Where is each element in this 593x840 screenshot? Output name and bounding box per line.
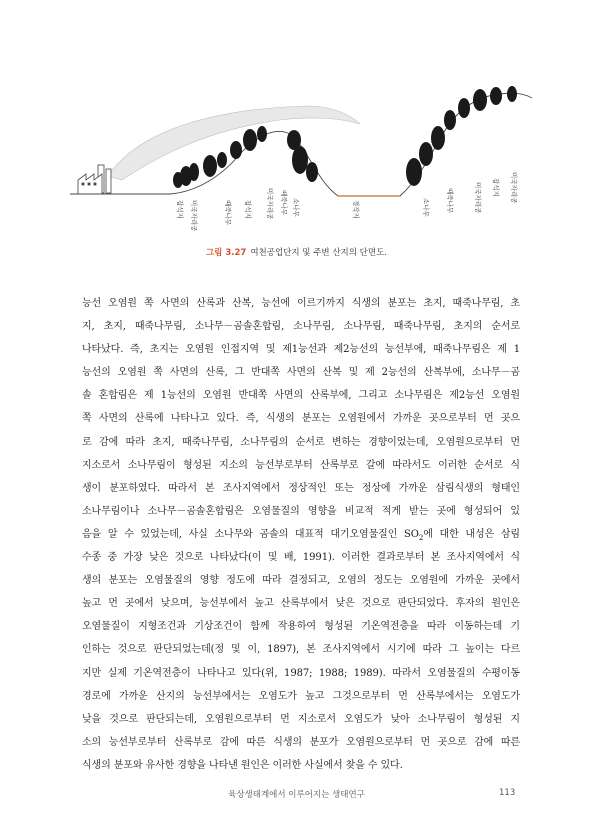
label-right-3: 미국자리공: [474, 182, 482, 214]
caption-text: 여천공업단지 및 주변 산지의 단면도.: [250, 248, 388, 258]
label-right-1: 소나무: [422, 198, 430, 217]
text-line: 높고 먼 곳에서 낮으며, 능선부에서 높고 산록부에서 낮은 것으로 판단되었다. 후자의 원인은: [82, 598, 520, 610]
text-segment: 에 대한 내성은 삼림: [423, 528, 520, 540]
label-left-5: 미국자리공: [266, 188, 274, 220]
text-line: 지만 실제 기온역전층이 나타나고 있다(위, 1987; 1988; 1989). 따라서 오염물질의 수평이동: [82, 667, 520, 679]
text-line: 인하는 것으로 판단되었는데(정 및 이, 1897), 본 조사지역에서 시기에 따라 그 높이는 다르: [82, 644, 520, 656]
page-number: 113: [499, 788, 516, 798]
label-right-4: 잡석지: [492, 178, 500, 197]
text-line: 낮을 것으로 판단되는데, 오염원으로부터 먼 지소로서 오염도가 낮아 소나무림이 형성된 지: [82, 713, 520, 725]
text-line: 식생의 분포와 유사한 경향을 나타낸 원인은 이러한 사실에서 찾을 수 있다.: [82, 759, 403, 771]
text-line: 로 감에 따라 초지, 때죽나무림, 소나무림의 순서로 변하는 경향이었는데, 오염원으로부터 먼: [82, 436, 520, 448]
text-line: 생의 분포는 오염물질의 영향 정도에 따라 결정되고, 오염의 정도는 오염원에 가까운 곳에서: [82, 575, 520, 587]
text-line: [82, 523, 520, 546]
text-line: 지, 초지, 때죽나무림, 소나무－곰솔혼합림, 소나무림, 소나무림, 때죽나무림, 초지의 순서로: [82, 321, 520, 333]
factory-icon: [78, 165, 111, 194]
cross-section-figure: [60, 68, 540, 238]
text-line: 소나무림이나 소나무－곰솔혼합림은 오염물질의 영향을 비교적 적게 받는 곳에 형성되어 있: [82, 505, 520, 517]
text-line: 나타났다. 즉, 초지는 오염원 인접지역 및 제1능선과 제2능선의 능선부에, 때죽나무림은 제 1: [82, 344, 520, 356]
label-left-1: 잡석지: [176, 200, 184, 219]
label-valley: 경작지: [352, 200, 360, 219]
text-line: 오염물질이 지형조건과 기상조건이 함께 작용하여 형성된 기온역전층을 따라 이동하는데 기: [82, 621, 520, 633]
text-line: 지소로서 소나무림이 형성된 지소의 능선부로부터 산록부로 갈에 따라서도 이러한 순서로 식: [82, 459, 520, 471]
label-right-2: 때죽나무: [446, 188, 454, 214]
label-left-4: 잡석지: [244, 200, 252, 219]
label-left-3: 때죽나무: [224, 200, 232, 226]
text-line: 능선 오염원 쪽 사면의 산록과 산복, 능선에 이르기까지 식생의 분포는 초지, 때죽나무림, 초: [82, 298, 520, 309]
label-left-2: 미국자리공: [190, 200, 198, 232]
text-line: 능선의 오염원 쪽 사면의 산록, 그 반대쪽 사면의 산복 및 제 2능선의 산복부에, 소나무－곰: [82, 367, 520, 379]
caption-number: 그림 3.27: [205, 248, 247, 258]
subscript: 2: [418, 533, 424, 542]
vegetation-right: [406, 86, 517, 186]
text-segment: 음을 알 수 있었는데, 사실 소나무와 곰솔의 대표적 대기오염물질인 SO: [82, 528, 419, 540]
text-line: 경로에 가까운 산지의 능선부에서는 오염도가 높고 그것으로부터 먼 산록부에서는 오염도가: [82, 690, 520, 702]
label-left-6: 때죽나무: [280, 190, 288, 216]
text-line: 수종 중 가장 낮은 것으로 나타났다(이 및 배, 1991). 이러한 결과로부터 본 조사지역에서 식: [82, 552, 520, 564]
label-left-7: 소나무: [292, 198, 300, 217]
text-line: 생이 분포하였다. 따라서 본 조사지역에서 정상적인 또는 정상에 가까운 삼림식생의 형태인: [82, 482, 520, 494]
text-line: 소의 능선부로부터 산록부로 감에 따른 식생의 분포가 오염원으로부터 먼 곳으로 감에 따른: [82, 736, 520, 748]
text-line: 솔 혼합림은 제 1능선의 오염원 반대쪽 사면의 산록부에, 그리고 소나무림은 제2능선 오염원: [82, 390, 520, 402]
label-right-5: 미국자리공: [510, 172, 518, 204]
text-line: 쪽 사면의 산록에 나타나고 있다. 즉, 식생의 분포는 오염원에서 가까운 곳으로부터 먼 곳으: [82, 413, 520, 425]
cross-section-diagram: [60, 68, 540, 238]
running-title: 육상생태계에서 이루어지는 생태연구: [228, 790, 365, 800]
body-paragraph: [82, 292, 520, 777]
figure-caption: [0, 246, 593, 258]
